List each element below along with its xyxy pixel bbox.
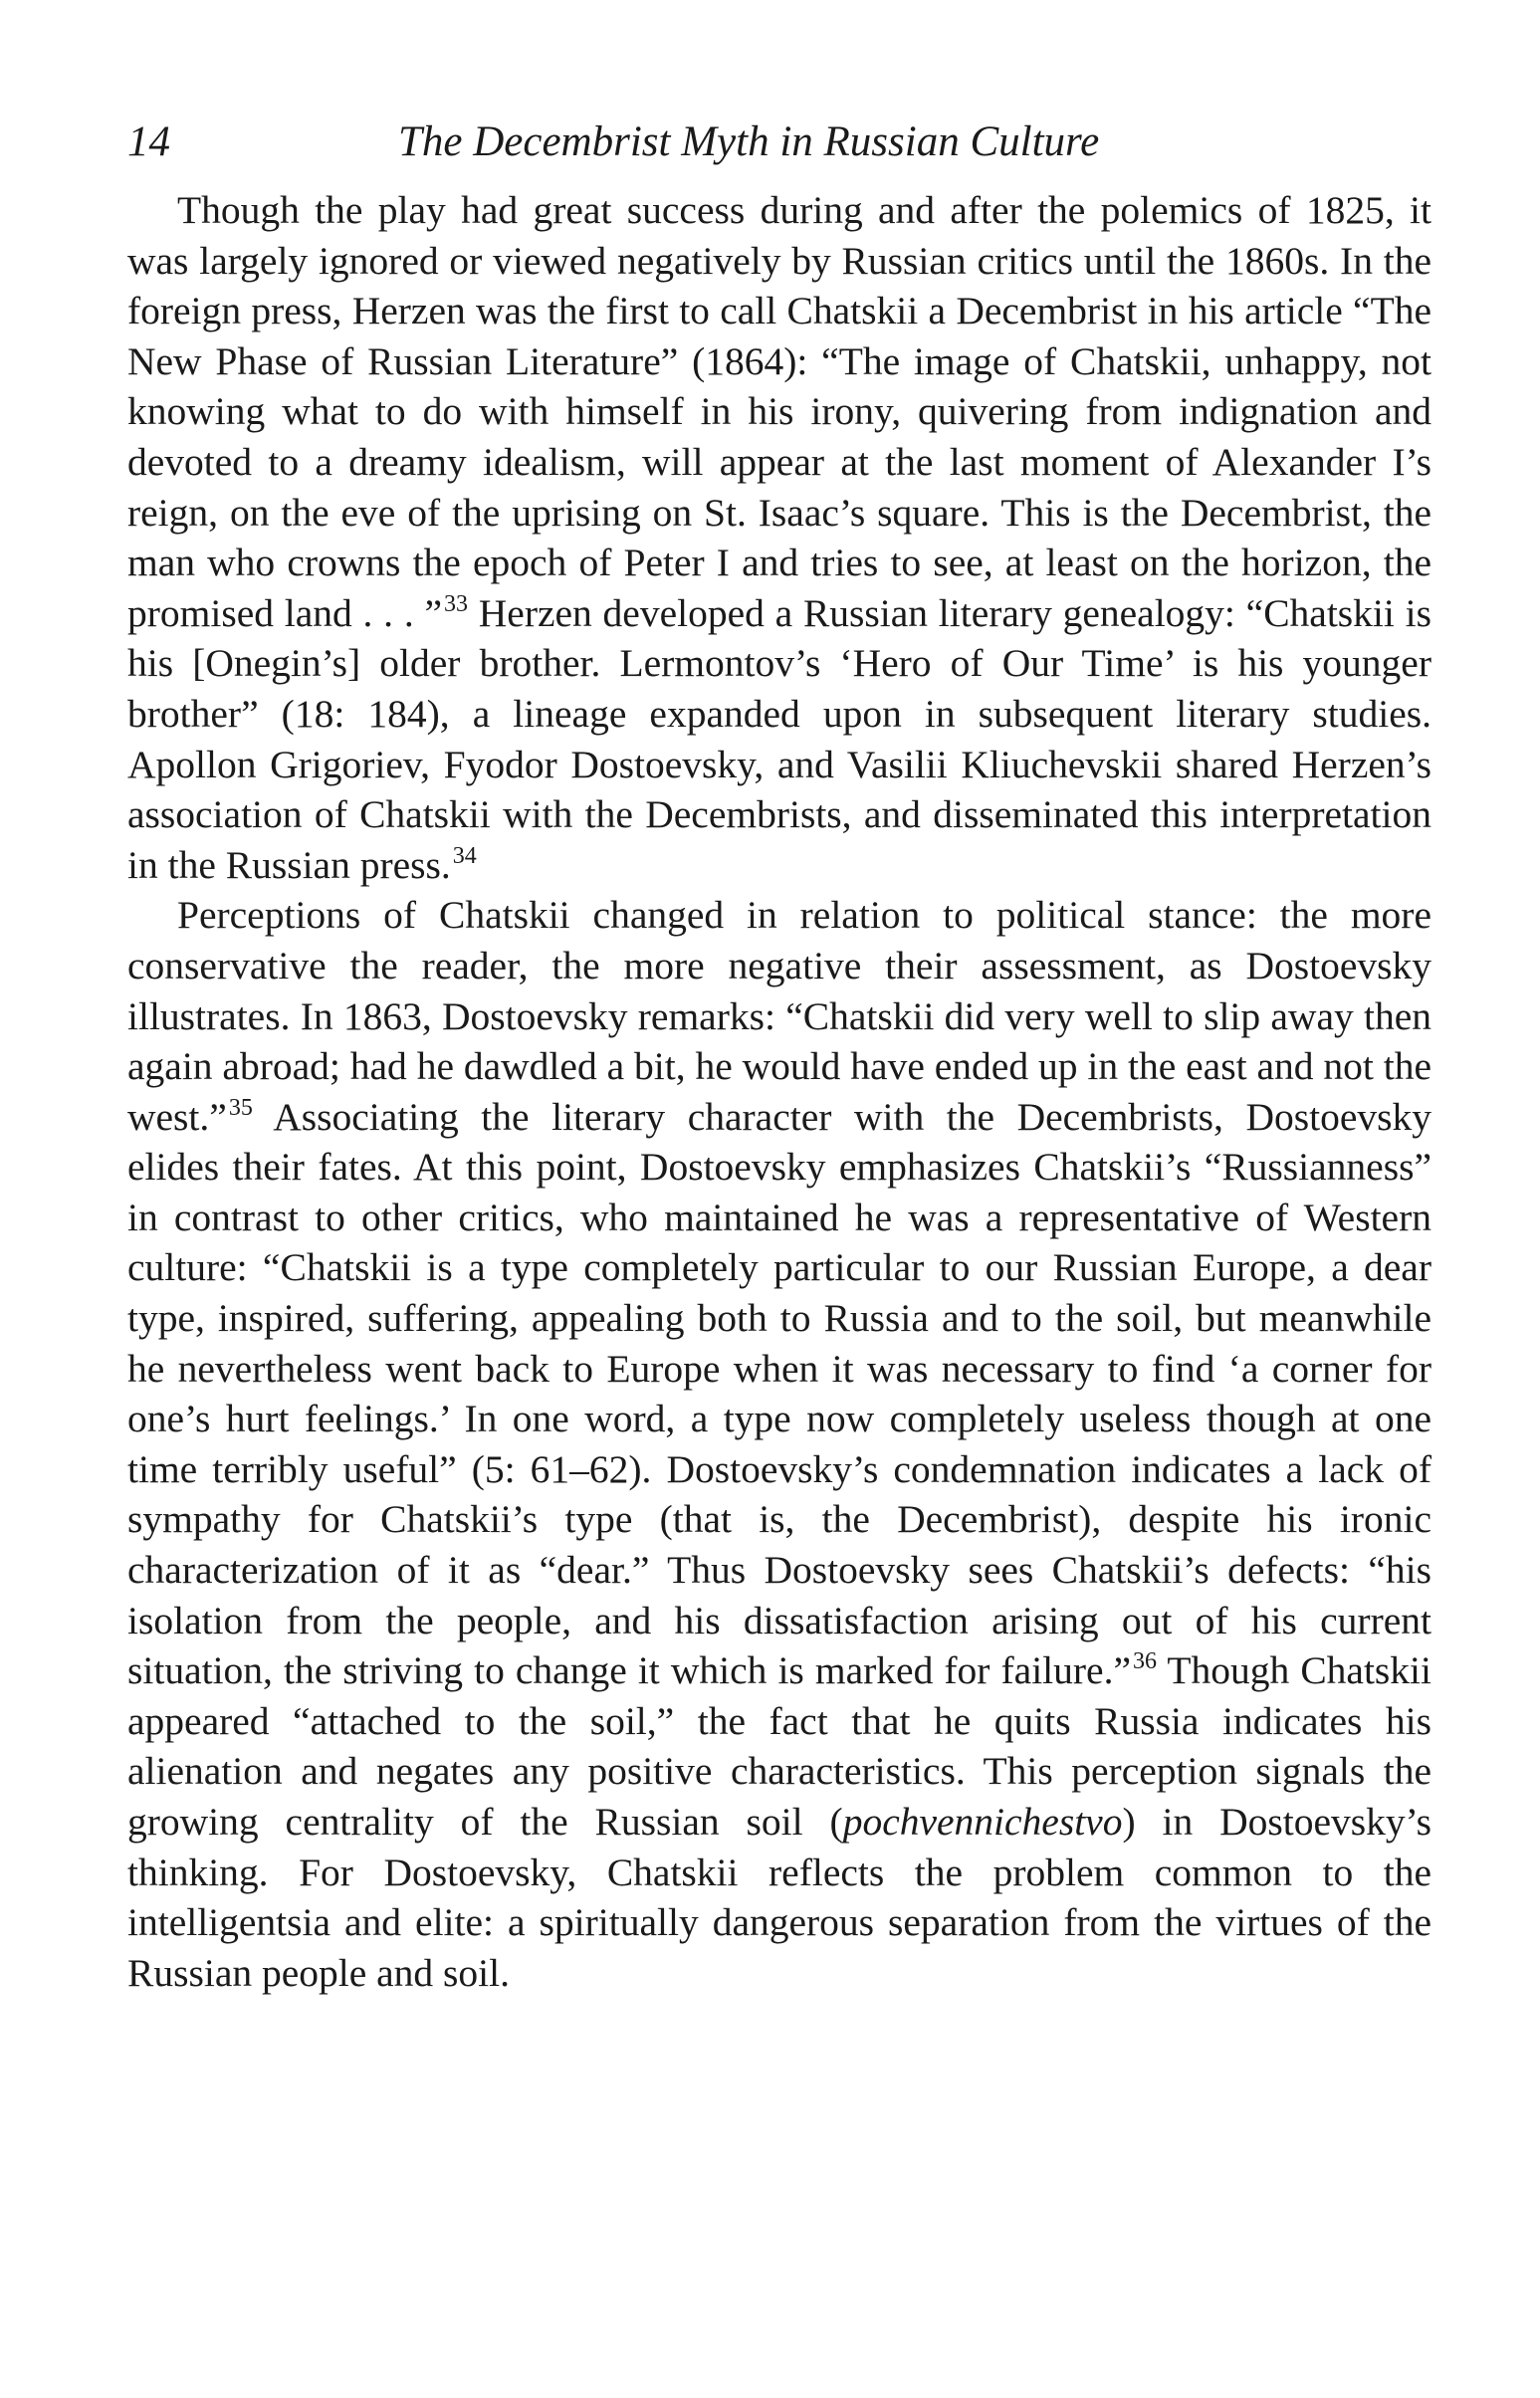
paragraph-text: Though Chatskii appeared “attached to the soil,” the fact that he quits Russia indicates his alienation and negates any positive characteristics. This perception signals the growing centrality of the Russian soil ( (127, 1648, 1431, 1844)
paragraph-text: Though the play had great success during and after the polemics of 1825, it was largely ignored or viewed negatively by Russian critics until the 1860s. In the foreign press, Herzen was the first to call Chatskii a Decembrist in his article “The New Phase of Russian Literature” (1864): “The image of Chatskii, unhappy, not knowing what to do with himself in his irony, quivering from indignation and devoted to a dreamy idealism, will appear at the last moment of Alexander I’s reign, on the eve of the uprising on St. Isaac’s square. This is the Decembrist, the man who crowns the epoch of Peter I and tries to see, at least on the horizon, the promised land . . . ” (127, 188, 1431, 635)
footnote-marker: 33 (444, 590, 468, 617)
body-text (127, 185, 1431, 1998)
footnote-marker: 34 (452, 842, 477, 869)
page-number: 14 (127, 118, 170, 165)
paragraph-2 (127, 890, 1431, 1998)
paragraph-text: ) in Dostoevsky’s thinking. For Dostoevsky, Chatskii reflects the problem common to the intelligentsia and elite: a spiritually dangerous separation from the virtues of the Russian people and soil. (127, 1800, 1431, 1995)
footnote-marker: 35 (228, 1094, 253, 1121)
footnote-marker: 36 (1133, 1648, 1157, 1675)
paragraph-1 (127, 185, 1431, 890)
italic-term: pochvennichestvo (842, 1800, 1123, 1844)
book-page (127, 111, 1431, 1998)
paragraph-text: Perceptions of Chatskii changed in relation to political stance: the more conservative the reader, the more negative their assessment, as Dostoevsky illustrates. In 1863, Dostoevsky remarks: “Chatskii did very well to slip away then again abroad; had he dawdled a bit, he would have ended up in the east and not the west.” (127, 893, 1431, 1139)
paragraph-text: Herzen developed a Russian literary genealogy: “Chatskii is his [Onegin’s] older brother. Lermontov’s ‘Hero of Our Time’ is his younger brother” (18: 184), a lineage expanded upon in subsequent literary studies. Apollon Grigoriev, Fyodor Dostoevsky, and Vasilii Kliuchevskii shared Herzen’s association of Chatskii with the Decembrists, and disseminated this interpretation in the Russian press. (127, 590, 1431, 887)
running-head (127, 111, 1431, 173)
book-title: The Decembrist Myth in Russian Culture (398, 118, 1100, 165)
paragraph-text: Associating the literary character with the Decembrists, Dostoevsky elides their fates. At this point, Dostoevsky emphasizes Chatskii’s “Russianness” in contrast to other critics, who maintained he was a representative of Western culture: “Chatskii is a type completely particular to our Russian Europe, a dear type, inspired, suffering, appealing both to Russia and to the soil, but meanwhile he nevertheless went back to Europe when it was necessary to find ‘a corner for one’s hurt feelings.’ In one word, a type now completely useless though at one time terribly useful” (5: 61–62). Dostoevsky’s condemnation indicates a lack of sympathy for Chatskii’s type (that is, the Decembrist), despite his ironic characterization of it as “dear.” Thus Dostoevsky sees Chatskii’s defects: “his isolation from the people, and his dissatisfaction arising out of his current situation, the striving to change it which is marked for failure.” (127, 1094, 1431, 1693)
